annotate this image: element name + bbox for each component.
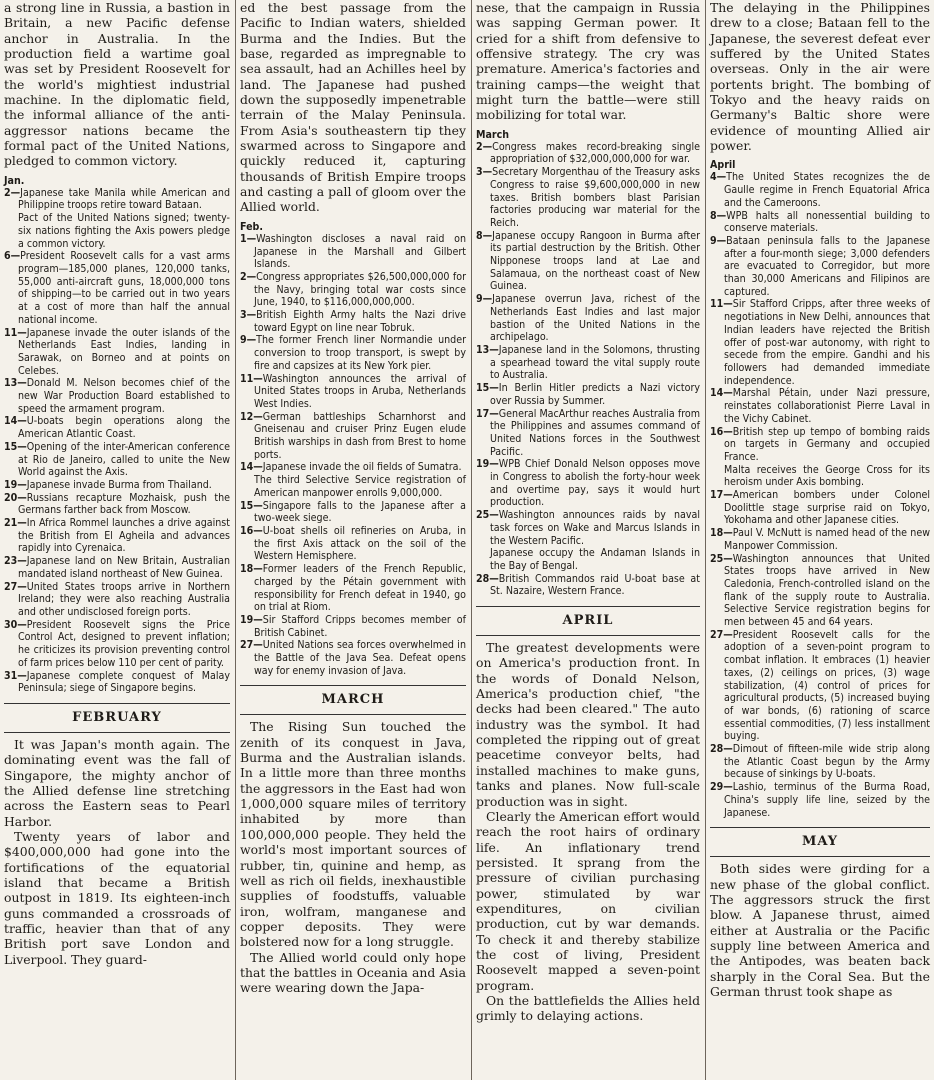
chronology-entry: 19—WPB Chief Donald Nelson opposes move in Congress to abolish the forty-hour week and overtime pay, says it would hurt production. — [476, 458, 700, 509]
chronology-entry: 1—Washington discloses a naval raid on Japanese in the Marshall and Gilbert Islands. — [240, 232, 466, 271]
column-3 — [472, 0, 704, 1080]
body-paragraph: On the battlefields the Allies held grimly to delaying actions. — [476, 992, 700, 1024]
chronology-entry: 16—U-boat shells oil refineries on Aruba, in the first Axis attack on the soil of the Western Hemisphere. — [240, 524, 466, 563]
month-label: Jan. — [4, 174, 25, 187]
chronology-list — [4, 187, 230, 695]
body-paragraph: Twenty years of labor and $400,000,000 had gone into the fortifications of the equatorial island that became a British outpost in 1819. Its eighteen-inch guns commanded a crossroads of traffic, heavier than that of any British port save London and Liverpool. They guard- — [4, 828, 230, 967]
chronology-entry: 14—U-boats begin operations along the American Atlantic Coast. — [4, 415, 230, 441]
chronology-entry: 30—President Roosevelt signs the Price Control Act, designed to prevent inflation; he criticizes its provision preventing control of farm prices below 110 per cent of parity. — [4, 618, 230, 669]
chronology-entry: 18—Paul V. McNutt is named head of the new Manpower Commission. — [710, 527, 930, 552]
chronology-list — [710, 171, 930, 819]
chronology-entry: 2—Japanese take Manila while American and Philippine troops retire toward Bataan. — [4, 186, 230, 212]
chronology-entry: 9—Bataan peninsula falls to the Japanese after a four-month siege; 3,000 defenders are evacuated to Corregidor, but more than 30,000 Americans and Filipinos are captured. — [710, 234, 930, 298]
chronology-entry: 15—Singapore falls to the Japanese after a two-week siege. — [240, 499, 466, 525]
chronology-entry: 15—Opening of the inter-American conference at Rio de Janeiro, called to unite the New World against the Axis. — [4, 440, 230, 479]
chronology-entry: 27—President Roosevelt calls for the adoption of a seven-point program to combat inflation. It embraces (1) heavier taxes, (2) ceilings on prices, (3) wage stabilization, (4) control of prices for agricultural products, (5) increased buying of war bonds, (6) rationing of scarce essential commodities, (7) less installment buying. — [710, 628, 930, 743]
body-paragraph: nese, that the campaign in Russia was sapping German power. It cried for a shift from defensive to offensive strategy. The cry was premature. America's factories and training camps—the weight that might turn the battle—were still mobilizing for total war. — [476, 0, 700, 123]
chronology-entry: 4—The United States recognizes the de Gaulle regime in French Equatorial Africa and the Cameroons. — [710, 171, 930, 209]
chronology-entry: 28—British Commandos raid U-boat base at St. Nazaire, Western France. — [476, 572, 700, 598]
chronology-entry: 14—Japanese invade the oil fields of Sumatra. — [240, 461, 462, 474]
section-heading-april: APRIL — [476, 606, 700, 636]
chronology-entry: 18—Former leaders of the French Republic, charged by the Pétain government with responsibility for French defeat in 1940, go on trial at Riom. — [240, 563, 466, 614]
month-label: March — [476, 128, 510, 141]
chronology-entry: 9—The former French liner Normandie under conversion to troop transport, is swept by fire and capsizes at its New York pier. — [240, 334, 466, 372]
chronology-entry: 3—Secretary Morgenthau of the Treasury asks Congress to raise $9,600,000,000 in new taxes. British bombers blast Parisian factories producing war material for the Reich. — [476, 166, 700, 229]
column-2 — [236, 0, 470, 1080]
body-paragraph: The Rising Sun touched the zenith of its conquest in Java, Burma and the Australian islands. In a little more than three months the aggressors in the East had won 1,000,000 square miles of territory inhabited by more than 100,000,000 people. They held the world's most important sources of rubber, tin, quinine and hemp, as well as rich oil fields, inexhaustible supplies of foodstuffs, valuable iron, wolfram, manganese and copper deposits. They were bolstered now for a long struggle. — [240, 719, 466, 950]
chronology-entry: 15—In Berlin Hitler predicts a Nazi victory over Russia by Summer. — [476, 382, 700, 407]
chronology-entry: 21—In Africa Rommel launches a drive against the British from El Agheila and advances rapidly into Cyrenaica. — [4, 517, 230, 555]
chronology-entry: 29—Lashio, terminus of the Burma Road, China's supply life line, seized by the Japanese. — [710, 781, 930, 819]
body-paragraph: The delaying in the Philippines drew to a close; Bataan fell to the Japanese, the severest defeat ever suffered by the United States overseas. Only in the air were portents bright. The bombing of Tokyo and the heavy raids on Germany's Baltic shore were evidence of mounting Allied air power. — [710, 0, 930, 154]
body-paragraph: ed the best passage from the Pacific to Indian waters, shielded Burma and the Indies. But the base, regarded as impregnable to sea assault, had an Achilles heel by land. The Japanese had pushed down the supposedly impenetrable terrain of the Malay Peninsula. From Asia's southeastern tip they swarmed across to Singapore and quickly reduced it, capturing thousands of British Empire troops and casting a pall of gloom over the Allied world. — [240, 0, 466, 215]
chronology-entry: 23—Japanese land on New Britain, Australian mandated island northeast of New Guinea. — [4, 555, 230, 580]
chronology-entry: 12—German battleships Scharnhorst and Gneisenau and cruiser Prinz Eugen elude British warships in dash from Brest to home ports. — [240, 410, 466, 461]
chronology-entry: 25—Washington announces raids by naval task forces on Wake and Marcus Islands in the Western Pacific. — [476, 509, 700, 547]
column-1 — [0, 0, 234, 1080]
chronology-entry: 20—Russians recapture Mozhaisk, push the Germans farther back from Moscow. — [4, 491, 230, 517]
chronology-entry: 27—United Nations sea forces overwhelmed in the Battle of the Java Sea. Defeat opens way for enemy invasion of Java. — [240, 639, 466, 677]
section-heading-may: MAY — [710, 827, 930, 857]
chronology-entry: 2—Congress appropriates $26,500,000,000 for the Navy, bringing total war costs since June, 1940, to $116,000,000,000. — [240, 270, 466, 309]
chronology-entry: 27—United States troops arrive in Northern Ireland; they were also reaching Australia and other undisclosed foreign ports. — [4, 580, 230, 618]
chronology-entry: 31—Japanese complete conquest of Malay Peninsula; siege of Singapore begins. — [4, 669, 230, 695]
chronology-entry: 13—Japanese land in the Solomons, thrusting a spearhead toward the vital supply route to Australia. — [476, 344, 700, 382]
chronology-entry: 25—Washington announces that United States troops have arrived in New Caledonia, French-controlled island on the flank of the supply route to Australia. Selective Service registration begins for men between 45 and 64 years. — [710, 552, 930, 629]
chronology-subentry: Malta receives the George Cross for its heroism under Axis bombing. — [724, 463, 930, 489]
chronology-list — [476, 141, 700, 598]
chronology-subentry: Japanese occupy the Andaman Islands in the Bay of Bengal. — [490, 547, 700, 572]
chronology-entry: 11—Sir Stafford Cripps, after three weeks of negotiations in New Delhi, announces that Indian leaders have rejected the British offer of post-war autonomy, with right to secede from the empire. Gandhi and his followers had demanded immediate independence. — [710, 298, 930, 387]
chronology-entry: 11—Washington announces the arrival of United States troops in Aruba, Netherlands West Indies. — [240, 372, 466, 410]
chronology-entry: 2—Congress makes record-breaking single appropriation of $32,000,000,000 for war. — [476, 140, 700, 166]
chronology-entry: 14—Marshal Pétain, under Nazi pressure, reinstates collaborationist Pierre Laval in the Vichy Cabinet. — [710, 387, 930, 425]
chronology-entry: 8—WPB halts all nonessential building to conserve materials. — [710, 209, 930, 235]
month-label: Feb. — [240, 220, 263, 233]
body-paragraph: Both sides were girding for a new phase of the global conflict. The aggressors struck the first blow. A Japanese thrust, aimed either at Australia or the Pacific supply line between America and the Antipodes, was beaten back sharply in the Coral Sea. But the German thrust took shape as — [710, 861, 930, 1000]
chronology-entry: 9—Japanese overrun Java, richest of the Netherlands East Indies and last major bastion of the United Nations in the archipelago. — [476, 293, 700, 344]
chronology-list — [240, 233, 466, 678]
body-paragraph: The Allied world could only hope that the battles in Oceania and Asia were wearing down the Japa- — [240, 949, 466, 996]
body-paragraph: Clearly the American effort would reach the root hairs of ordinary life. An inflationary trend persisted. It sprang from the pressure of civilian purchasing power, stimulated by war expenditures, on civilian production, cut by war demands. To check it and thereby stabilize the cost of living, President Roosevelt mapped a seven-point program. — [476, 808, 700, 993]
body-paragraph: It was Japan's month again. The dominating event was the fall of Singapore, the mighty anchor of the Allied defense line stretching across the Eastern seas to Pearl Harbor. — [4, 736, 230, 829]
chronology-entry: 6—President Roosevelt calls for a vast arms program—185,000 planes, 120,000 tanks, 55,000 anti-aircraft guns, 18,000,000 tons of shipping—to be carried out in two years at a cost of more than half the annual national income. — [4, 250, 230, 326]
chronology-entry: 16—British step up tempo of bombing raids on targets in Germany and occupied France. — [710, 425, 930, 463]
chronology-subentry: The third Selective Service registration of American manpower enrolls 9,000,000. — [254, 474, 466, 499]
chronology-entry: 19—Japanese invade Burma from Thailand. — [4, 478, 212, 491]
chronology-entry: 3—British Eighth Army halts the Nazi drive toward Egypt on line near Tobruk. — [240, 309, 466, 334]
chronology-entry: 13—Donald M. Nelson becomes chief of the new War Production Board established to speed the armament program. — [4, 377, 230, 415]
section-heading-february: FEBRUARY — [4, 703, 230, 733]
chronology-entry: 8—Japanese occupy Rangoon in Burma after its partial destruction by the British. Other Nipponese troops land at Lae and Salamaua, on the northeast coast of New Guinea. — [476, 229, 700, 293]
chronology-entry: 11—Japanese invade the outer islands of the Netherlands East Indies, landing in Sarawak, on Borneo and at points on Celebes. — [4, 326, 230, 377]
column-4 — [706, 0, 934, 1080]
section-heading-march: MARCH — [240, 685, 466, 715]
chronology-entry: 17—General MacArthur reaches Australia from the Philippines and assumes command of United Nations forces in the Southwest Pacific. — [476, 407, 700, 458]
intro-paragraph: a strong line in Russia, a bastion in Britain, a new Pacific defense anchor in Australia. In the production field a wartime goal was set by President Roosevelt for the world's mightiest industrial machine. In the diplomatic field, the informal alliance of the anti-aggressor nations became the formal pact of the United Nations, pledged to common victory. — [4, 0, 230, 169]
month-label: April — [710, 159, 736, 172]
chronology-subentry: Pact of the United Nations signed; twenty-six nations fighting the Axis powers pledge a common victory. — [18, 212, 230, 250]
body-paragraph: The greatest developments were on America's production front. In the words of Donald Nelson, America's production chief, "the decks had been cleared." The auto industry was the symbol. It had completed the ripping out of great peacetime conveyor belts, had installed machines to make guns, tanks and planes. Now full-scale production was in sight. — [476, 640, 700, 809]
chronology-entry: 17—American bombers under Colonel Doolittle stage surprise raid on Tokyo, Yokohama and other Japanese cities. — [710, 489, 930, 527]
chronology-entry: 19—Sir Stafford Cripps becomes member of British Cabinet. — [240, 613, 466, 639]
chronology-entry: 28—Dimout of fifteen-mile wide strip along the Atlantic Coast begun by the Army because of sinkings by U-boats. — [710, 743, 930, 781]
